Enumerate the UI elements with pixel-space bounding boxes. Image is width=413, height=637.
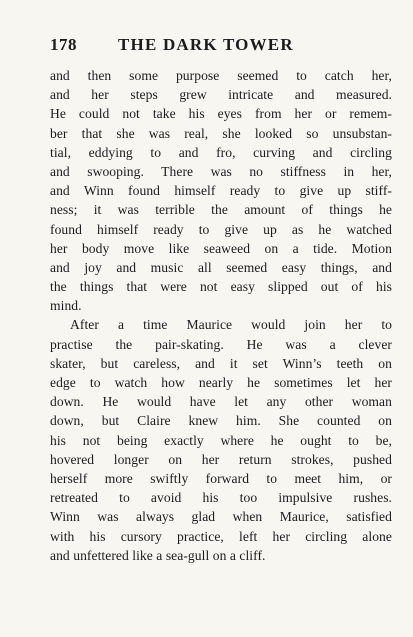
running-title: THE DARK TOWER [118,35,294,54]
text-line: ness; it was terrible the amount of things he [50,202,392,218]
text-line: herself more swiftly forward to meet him, or [50,470,392,486]
page-number: 178 [50,35,77,54]
text-line: the things that were not easy slipped out of his [50,279,392,295]
text-line: edge to watch how nearly he sometimes let her [50,375,392,390]
text-line: and then some purpose seemed to catch her, [50,68,392,83]
text-line: her body move like seaweed on a tide. Motion [50,240,392,256]
text-line: ber that she was real, she looked so unsubstan- [50,125,392,141]
text-line: and unfettered like a sea-gull on a cliff. [50,547,266,563]
text-line: He could not take his eyes from her or remem- [50,106,392,122]
body-text [50,66,392,565]
text-line: tial, eddying to and fro, curving and circling [50,144,392,160]
text-line: down. He would have let any other woman [50,394,392,410]
text-line: and Winn found himself ready to give up stiff- [50,183,392,199]
text-line: and swooping. There was no stiffness in her, [50,163,392,179]
text-line: mind. [50,298,82,314]
text-line: his not being exactly where he ought to be, [50,432,392,448]
text-line: After a time Maurice would join her to [70,317,392,333]
text-line: down, but Claire knew him. She counted on [50,413,392,429]
text-line: practise the pair-skating. He was a clever [50,336,392,352]
page-header [50,35,390,59]
text-line: hovered longer on her return strokes, pushed [50,451,392,467]
text-line: found himself ready to give up as he watched [50,221,392,237]
text-line: skater, but careless, and it set Winn’s teeth on [50,355,392,371]
text-line: Winn was always glad when Maurice, satisfied [50,509,392,525]
text-line: retreated to avoid his too impulsive rushes. [50,490,392,506]
text-line: and joy and music all seemed easy things, and [50,259,392,275]
text-line: and her steps grew intricate and measured. [50,87,392,103]
text-line: with his cursory practice, left her circling alone [50,528,392,544]
